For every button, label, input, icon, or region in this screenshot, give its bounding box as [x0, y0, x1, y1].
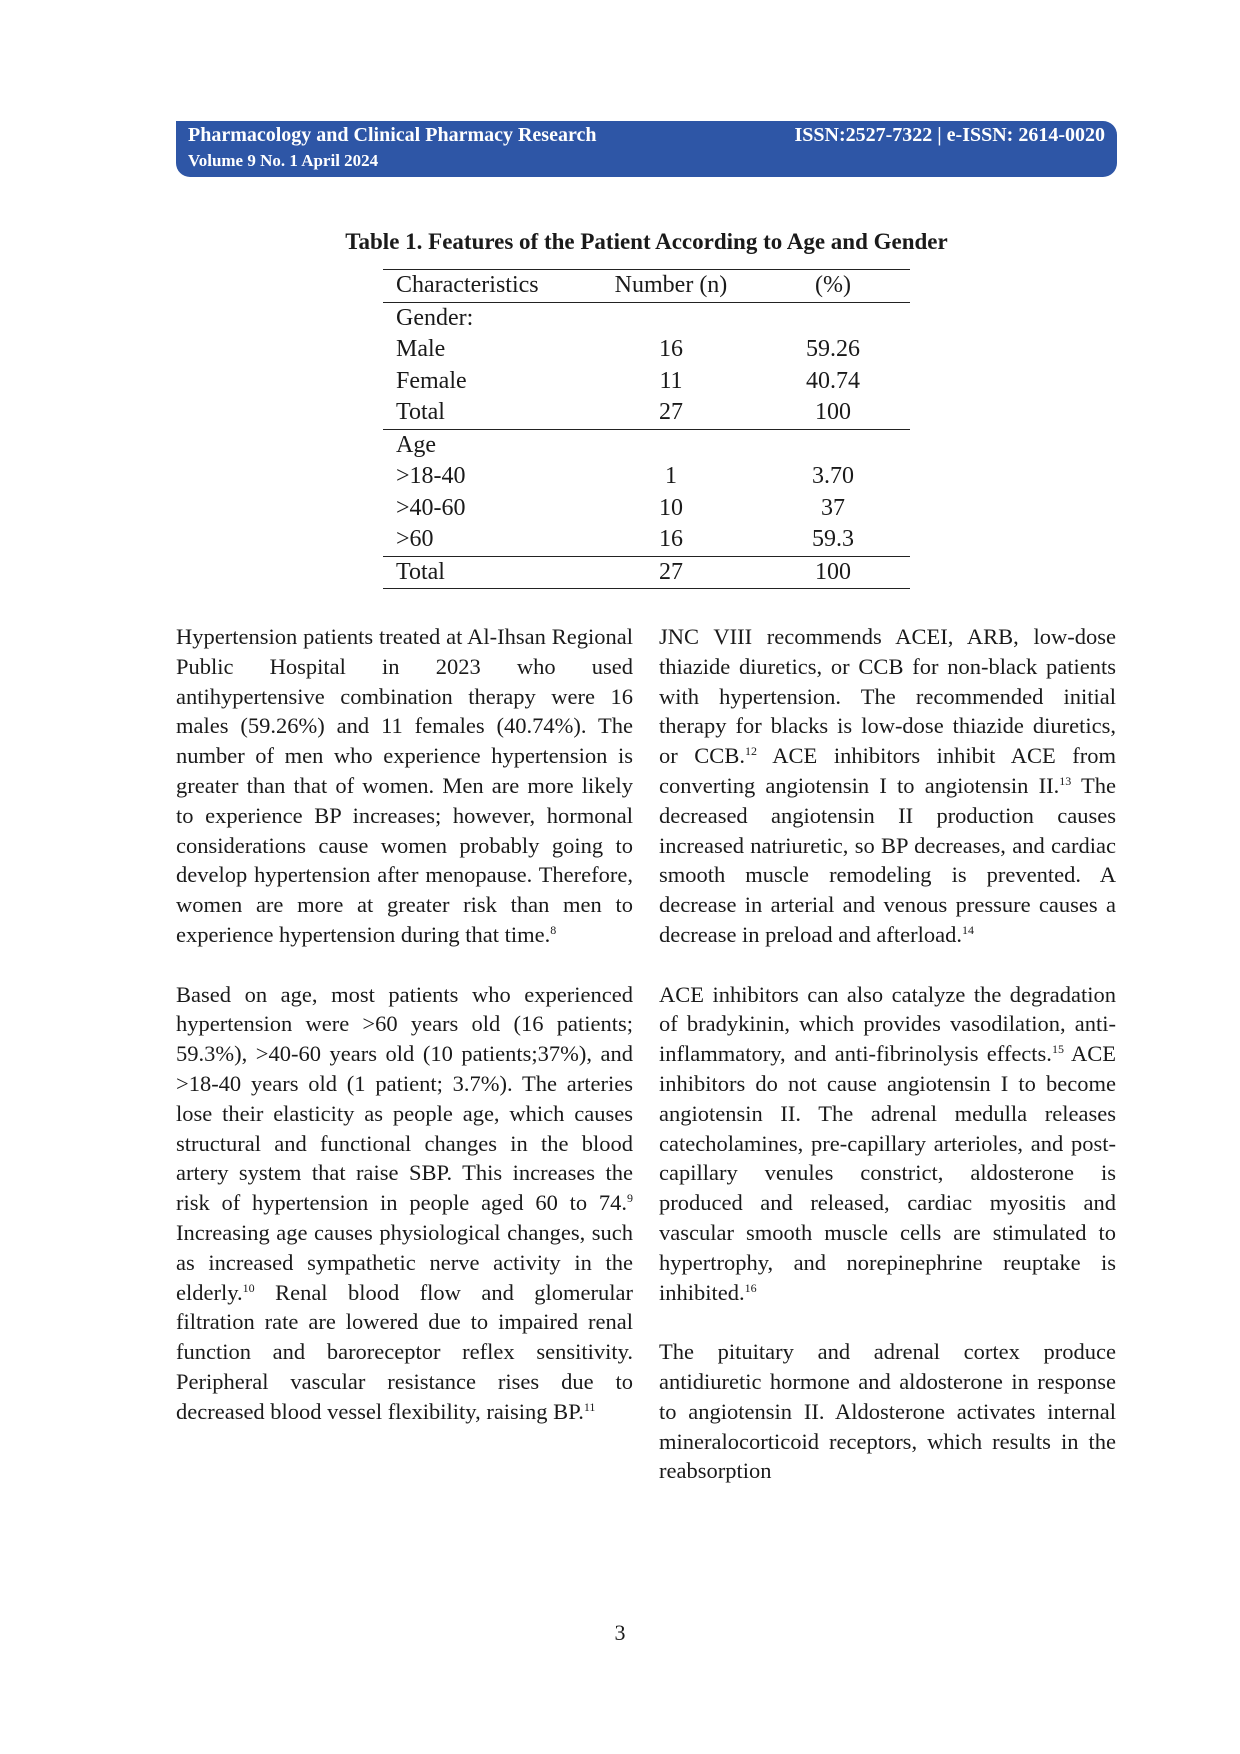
- table-row: [383, 493, 910, 525]
- paragraph-text: JNC VIII recommends ACEI, ARB, low-dose thiazide diuretics, or CCB for non-black patients with hypertension. The recommended initial therapy for blacks is low-dose thiazide diuretics, or CCB.: [659, 624, 1116, 769]
- table-cell: 100: [756, 397, 910, 429]
- table-cell: >60: [396, 526, 434, 552]
- paragraph-text: The pituitary and adrenal cortex produce antidiuretic hormone and aldosterone in response to angiotensin II. Aldosterone activates internal mineralocorticoid receptors, which results in the reabsorption: [659, 1339, 1116, 1484]
- table-cell: 27: [586, 397, 756, 429]
- table-row: [383, 366, 910, 398]
- table-row: [383, 397, 910, 429]
- table-cell: 59.3: [812, 526, 854, 552]
- paragraph-text: Renal blood flow and glomerular filtration rate are lowered due to impaired renal function and baroreceptor reflex sensitivity. Peripheral vascular resistance rises due to decreased blood vessel flexibility, raising BP.: [176, 1279, 633, 1424]
- table-cell: 10: [659, 494, 683, 521]
- table-row: [383, 302, 910, 334]
- table-cell: Total: [383, 397, 586, 429]
- table-header-cell: Number (n): [586, 270, 756, 303]
- table-cell: [756, 429, 910, 461]
- table-cell: [586, 302, 756, 334]
- patient-features-table: [383, 269, 910, 589]
- table-cell: [586, 429, 756, 461]
- journal-volume: Volume 9 No. 1 April 2024: [188, 151, 379, 170]
- table-row: [383, 556, 910, 589]
- table-cell: Female: [396, 367, 467, 394]
- citation-ref: 13: [1059, 773, 1072, 788]
- paragraph: [659, 622, 1116, 950]
- table-header-cell: (%): [756, 270, 910, 303]
- journal-header-band: [176, 121, 1117, 177]
- table-cell: 59.26: [806, 336, 860, 362]
- citation-ref: 12: [744, 744, 757, 759]
- paragraph-text: Increasing age causes physiological changes, such as increased sympathetic nerve activity in the elderly.: [176, 1219, 633, 1305]
- table-cell: 16: [659, 336, 683, 362]
- citation-ref: 10: [242, 1280, 255, 1295]
- journal-title: Pharmacology and Clinical Pharmacy Research: [188, 124, 597, 146]
- table-row: [383, 524, 910, 556]
- paragraph-text: ACE inhibitors do not cause angiotensin I to become angiotensin II. The adrenal medulla releases catecholamines, pre-capillary arterioles, and post-capillary venules constrict, aldosterone is produced and released, cardiac myositis and vascular smooth muscle cells are stimulated to hypertrophy, and norepinephrine reuptake is inhibited.: [659, 1041, 1116, 1305]
- right-column: [659, 622, 1116, 1516]
- citation-ref: 11: [583, 1399, 596, 1414]
- table-row: [383, 461, 910, 493]
- paragraph: [659, 980, 1116, 1308]
- table-title: Table 1. Features of the Patient According to Age and Gender: [345, 229, 948, 254]
- table-cell: Age: [396, 431, 436, 458]
- table-cell: >18-40: [396, 463, 466, 489]
- table-header-cell: Characteristics: [383, 270, 586, 303]
- table-cell: Total: [383, 556, 586, 589]
- table-cell: 16: [659, 526, 683, 552]
- table-cell: 100: [756, 556, 910, 589]
- paragraph-text: ACE inhibitors can also catalyze the degradation of bradykinin, which provides vasodilation, anti-inflammatory, and anti-fibrinolysis effects.: [659, 981, 1116, 1067]
- paragraph-text: Hypertension patients treated at Al-Ihsan Regional Public Hospital in 2023 who used antihypertensive combination therapy were 16 males (59.26%) and 11 females (40.74%). The number of men who experience hypertension is greater than that of women. Men are more likely to experience BP increases; however, hormonal considerations cause women probably going to develop hypertension after menopause. Therefore, women are more at greater risk than men to experience hypertension during that time.: [176, 624, 633, 947]
- table-cell: [756, 302, 910, 334]
- paragraph: [176, 622, 633, 950]
- page-number: 3: [614, 1620, 626, 1645]
- table-cell: 11: [659, 367, 683, 394]
- paragraph: [176, 980, 633, 1427]
- paragraph: [659, 1337, 1116, 1486]
- table-cell: >40-60: [396, 494, 466, 521]
- citation-ref: 16: [744, 1280, 757, 1295]
- paragraph-text: ACE inhibitors inhibit ACE from converting angiotensin I to angiotensin II.: [659, 743, 1117, 798]
- journal-issn: ISSN:2527-7322 | e-ISSN: 2614-0020: [794, 124, 1105, 146]
- citation-ref: 15: [1051, 1042, 1064, 1057]
- left-column: [176, 622, 633, 1456]
- table-cell: 27: [586, 556, 756, 589]
- table-cell: Male: [396, 336, 446, 362]
- table-cell: 1: [665, 463, 677, 489]
- table-header-row: [383, 270, 910, 303]
- table-cell: Gender:: [396, 304, 474, 331]
- table-cell: 37: [821, 494, 845, 521]
- table-row: [383, 429, 910, 461]
- table-cell: 40.74: [806, 367, 860, 394]
- paragraph-text: The decreased angiotensin II production causes increased natriuretic, so BP decreases, and cardiac smooth muscle remodeling is prevented. A decrease in arterial and venous pressure causes a decrease in preload and afterload.: [659, 772, 1116, 947]
- citation-ref: 14: [961, 922, 974, 937]
- table-row: [383, 334, 910, 366]
- paragraph-text: Based on age, most patients who experienced hypertension were >60 years old (16 patients; 59.3%), >40-60 years old (10 patients;37%), and >18-40 years old (1 patient; 3.7%). The arteries lose their elasticity as people age, which causes structural and functional changes in the blood artery system that raise SBP. This increases the risk of hypertension in people aged 60 to 74.: [176, 981, 633, 1216]
- citation-ref: 9: [627, 1191, 633, 1206]
- table-cell: 3.70: [812, 463, 854, 489]
- citation-ref: 8: [550, 922, 557, 937]
